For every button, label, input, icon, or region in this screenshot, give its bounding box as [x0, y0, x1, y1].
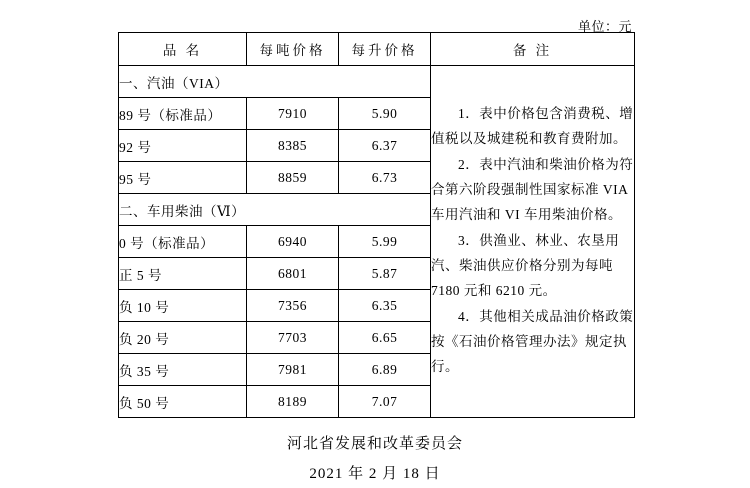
unit-label: 单位：元	[577, 19, 632, 34]
header-price-per-ton: 每吨价格	[247, 33, 339, 66]
header-remarks: 备 注	[431, 33, 635, 66]
price-per-ton: 8189	[247, 386, 339, 418]
price-per-liter: 6.65	[339, 322, 431, 354]
header-price-per-liter: 每升价格	[339, 33, 431, 66]
table-header-row	[119, 33, 635, 66]
price-per-ton: 6940	[247, 226, 339, 258]
price-per-ton: 7356	[247, 290, 339, 322]
product-name: 正 5 号	[119, 258, 247, 290]
price-per-ton: 7910	[247, 98, 339, 130]
section-label-diesel: 二、车用柴油（Ⅵ）	[119, 194, 431, 226]
remark-note-3: 3．供渔业、林业、农垦用汽、柴油供应价格分别为每吨 7180 元和 6210 元。	[431, 233, 620, 298]
product-name: 负 50 号	[119, 386, 247, 418]
price-per-ton: 6801	[247, 258, 339, 290]
product-name: 92 号	[119, 130, 247, 162]
remark-note-1: 1．表中价格包含消费税、增值税以及城建税和教育费附加。	[431, 106, 634, 147]
remarks-cell	[431, 66, 635, 418]
price-per-liter: 6.73	[339, 162, 431, 194]
price-per-liter: 7.07	[339, 386, 431, 418]
price-per-ton: 7981	[247, 354, 339, 386]
price-per-ton: 8859	[247, 162, 339, 194]
issuing-organization: 河北省发展和改革委员会	[286, 436, 463, 452]
price-per-liter: 5.99	[339, 226, 431, 258]
price-per-liter: 5.90	[339, 98, 431, 130]
remark-note-4: 4．其他相关成品油价格政策按《石油价格管理办法》规定执行。	[431, 308, 634, 374]
product-name: 负 10 号	[119, 290, 247, 322]
price-per-liter: 6.35	[339, 290, 431, 322]
price-table	[118, 32, 635, 418]
price-per-ton: 8385	[247, 130, 339, 162]
issue-date: 2021 年 2 月 18 日	[309, 466, 441, 482]
price-per-liter: 6.89	[339, 354, 431, 386]
product-name: 0 号（标准品）	[119, 226, 247, 258]
remark-note-2: 2．表中汽油和柴油价格为符合第六阶段强制性国家标准 VIA 车用汽油和 VI 车用柴油价格。	[431, 157, 634, 223]
product-name: 负 35 号	[119, 354, 247, 386]
header-product-name: 品 名	[119, 33, 247, 66]
section-label-gasoline: 一、汽油（VIA）	[119, 66, 431, 98]
price-table-container	[118, 32, 634, 418]
product-name: 89 号（标准品）	[119, 98, 247, 130]
product-name: 负 20 号	[119, 322, 247, 354]
price-per-liter: 5.87	[339, 258, 431, 290]
table-section-gasoline	[119, 66, 635, 98]
price-per-ton: 7703	[247, 322, 339, 354]
price-per-liter: 6.37	[339, 130, 431, 162]
product-name: 95 号	[119, 162, 247, 194]
